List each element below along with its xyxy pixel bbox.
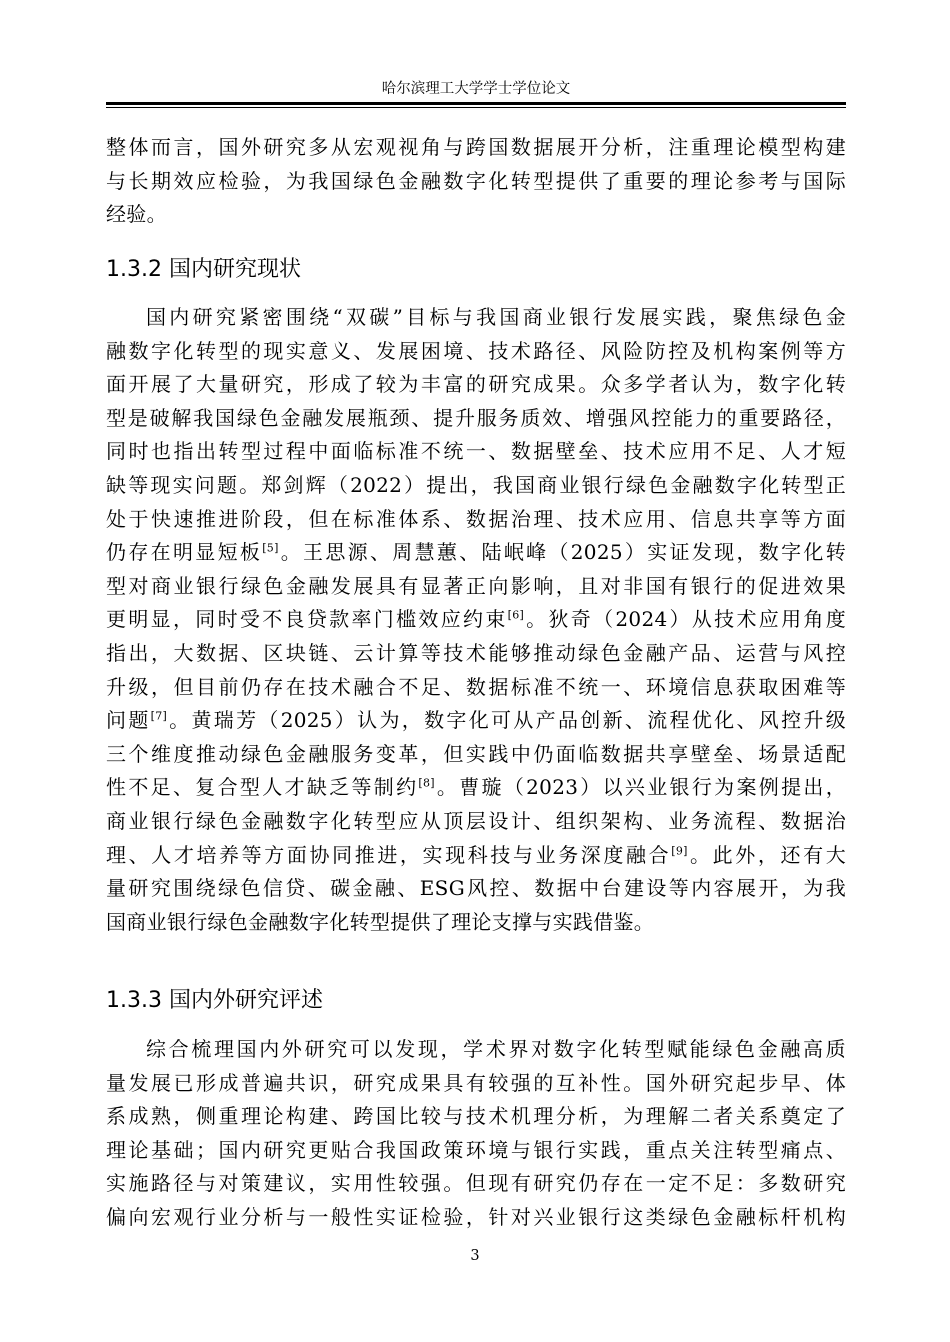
text-line: 理论基础；国内研究更贴合我国政策环境与银行实践，重点关注转型痛点、 <box>106 1137 846 1162</box>
text-line: 综合梳理国内外研究可以发现，学术界对数字化转型赋能绿色金融高质 <box>146 1037 846 1061</box>
section-heading-1-3-3: 1.3.3 国内外研究评述 <box>106 988 323 1013</box>
text-line: 量研究围绕绿色信贷、碳金融、ESG风控、数据中台建设等内容展开，为我 <box>106 876 846 901</box>
text-line <box>106 839 846 873</box>
text-segment: 。黄瑞芳（2025）认为，数字化可从产品创新、流程优化、风控升级 <box>167 708 847 733</box>
text-segment: 性不足、复合型人才缺乏等制约 <box>106 775 419 800</box>
text-line: 系成熟，侧重理论构建、跨国比较与技术机理分析，为理解二者关系奠定了 <box>106 1104 846 1129</box>
text-segment: 。此外，还有大 <box>687 842 847 867</box>
text-line: 国商业银行绿色金融数字化转型提供了理论支撑与实践借鉴。 <box>106 909 655 934</box>
text-line <box>106 536 846 570</box>
text-line <box>106 704 846 738</box>
text-line: 融数字化转型的现实意义、发展困境、技术路径、风险防控及机构案例等方 <box>106 338 846 363</box>
text-segment: 。狄奇（2024）从技术应用角度 <box>524 607 846 632</box>
text-segment: 问题 <box>106 708 151 733</box>
text-line: 商业银行绿色金融数字化转型应从顶层设计、组织架构、业务流程、数据治 <box>106 808 846 833</box>
citation-5: [5] <box>262 541 279 555</box>
paragraph-overview-summary <box>106 131 846 232</box>
text-line: 整体而言，国外研究多从宏观视角与跨国数据展开分析，注重理论模型构建 <box>106 135 846 159</box>
text-line: 型是破解我国绿色金融发展瓶颈、提升服务质效、增强风控能力的重要路径， <box>106 405 846 430</box>
paragraph-domestic-research <box>106 301 846 939</box>
text-line: 升级，但目前仍存在技术融合不足、数据标准不统一、环境信息获取困难等 <box>106 674 846 699</box>
text-line: 处于快速推进阶段，但在标准体系、数据治理、技术应用、信息共享等方面 <box>106 506 846 531</box>
citation-8: [8] <box>418 776 435 790</box>
header-rule-thick <box>106 102 846 105</box>
page-number: 3 <box>470 1248 480 1264</box>
section-heading-1-3-2: 1.3.2 国内研究现状 <box>106 257 301 282</box>
citation-9: [9] <box>671 843 688 857</box>
text-line: 量发展已形成普遍共识，研究成果具有较强的互补性。国外研究起步早、体 <box>106 1070 846 1095</box>
header-rule-thin <box>106 107 846 108</box>
text-segment: 。曹璇（2023）以兴业银行为案例提出， <box>434 775 846 800</box>
text-line: 面开展了大量研究，形成了较为丰富的研究成果。众多学者认为，数字化转 <box>106 372 846 397</box>
text-line: 实施路径与对策建议，实用性较强。但现有研究仍存在一定不足：多数研究 <box>106 1171 846 1196</box>
text-line: 国内研究紧密围绕“双碳”目标与我国商业银行发展实践，聚焦绿色金 <box>146 305 846 329</box>
text-line <box>106 771 846 805</box>
text-segment: 理、人才培养等方面协同推进，实现科技与业务深度融合 <box>106 842 672 867</box>
text-line: 与长期效应检验，为我国绿色金融数字化转型提供了重要的理论参考与国际 <box>106 168 846 193</box>
text-line: 型对商业银行绿色金融发展具有显著正向影响，且对非国有银行的促进效果 <box>106 573 846 598</box>
text-line <box>106 603 846 637</box>
text-segment: 仍存在明显短板 <box>106 540 263 565</box>
paragraph-research-review <box>106 1033 846 1235</box>
text-line: 三个维度推动绿色金融服务变革，但实践中仍面临数据共享壁垒、场景适配 <box>106 741 846 766</box>
text-line: 经验。 <box>106 202 167 227</box>
text-line: 偏向宏观行业分析与一般性实证检验，针对兴业银行这类绿色金融标杆机构 <box>106 1204 846 1229</box>
citation-7: [7] <box>150 709 168 723</box>
text-line: 同时也指出转型过程中面临标准不统一、数据壁垒、技术应用不足、人才短 <box>106 439 846 464</box>
citation-6: [6] <box>507 608 525 622</box>
text-segment: 。王思源、周慧蕙、陆岷峰（2025）实证发现，数字化转 <box>278 540 846 565</box>
running-header: 哈尔滨理工大学学士学位论文 <box>381 81 571 97</box>
text-line: 指出，大数据、区块链、云计算等技术能够推动绿色金融产品、运营与风控 <box>106 640 846 665</box>
text-line: 缺等现实问题。郑剑辉（2022）提出，我国商业银行绿色金融数字化转型正 <box>106 472 846 497</box>
text-segment: 更明显，同时受不良贷款率门槛效应约束 <box>106 607 508 632</box>
